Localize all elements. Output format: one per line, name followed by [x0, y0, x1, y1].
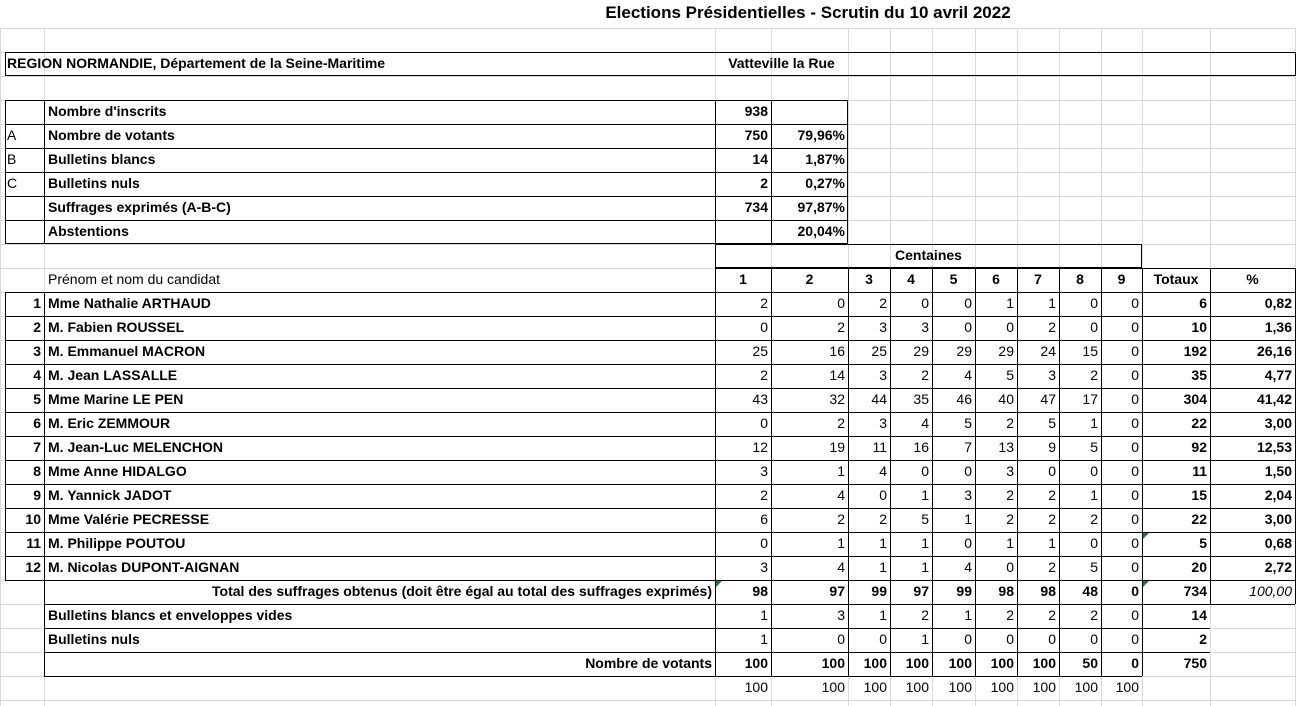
blancs-cell[interactable]: 2 — [1090, 607, 1098, 623]
nuls-cell[interactable]: 0 — [837, 631, 845, 647]
nuls-cell[interactable]: 1 — [760, 631, 768, 647]
vote-count-cell[interactable]: 0 — [1131, 535, 1139, 551]
summary-letter[interactable]: B — [7, 151, 17, 167]
table-row-line — [5, 340, 1295, 341]
total-suffrages-cell[interactable]: 98 — [998, 583, 1014, 599]
candidate-percent[interactable]: 3,00 — [1264, 415, 1292, 431]
candidate-total[interactable]: 20 — [1191, 559, 1207, 575]
summary-label[interactable]: Abstentions — [48, 223, 129, 239]
vote-count-cell[interactable]: 0 — [1131, 319, 1139, 335]
candidate-number[interactable]: 2 — [33, 319, 41, 335]
vote-count-cell[interactable]: 0 — [760, 319, 768, 335]
vote-count-cell[interactable]: 2 — [1006, 415, 1014, 431]
vote-count-cell[interactable]: 2 — [879, 511, 887, 527]
vote-count-cell[interactable]: 0 — [760, 415, 768, 431]
check-cell[interactable]: 100 — [1074, 679, 1098, 695]
check-cell[interactable]: 100 — [863, 679, 887, 695]
vote-count-cell[interactable]: 19 — [829, 439, 845, 455]
table-col-line — [1017, 268, 1018, 676]
candidate-number[interactable]: 1 — [33, 295, 41, 311]
vote-count-cell[interactable]: 2 — [1048, 511, 1056, 527]
blancs-cell[interactable]: 2 — [1006, 607, 1014, 623]
vote-count-cell[interactable]: 9 — [1048, 439, 1056, 455]
vote-count-cell[interactable]: 3 — [1048, 367, 1056, 383]
vote-count-cell[interactable]: 13 — [998, 439, 1014, 455]
candidate-total[interactable]: 22 — [1191, 415, 1207, 431]
centaine-column-header[interactable]: 9 — [1117, 271, 1126, 287]
summary-col-line — [44, 100, 45, 244]
gridline — [0, 700, 1295, 701]
candidate-name[interactable]: M. Nicolas DUPONT-AIGNAN — [48, 559, 240, 575]
vote-count-cell[interactable]: 29 — [913, 343, 929, 359]
candidate-total[interactable]: 35 — [1191, 367, 1207, 383]
votants-cell[interactable]: 100 — [905, 655, 929, 671]
blancs-cell[interactable]: 1 — [879, 607, 887, 623]
votants-label[interactable]: Nombre de votants — [585, 655, 712, 671]
table-row-line — [5, 412, 1295, 413]
table-col-line — [1142, 268, 1143, 676]
centaine-column-header[interactable]: 4 — [907, 271, 915, 287]
total-suffrages-cell[interactable]: 99 — [871, 583, 887, 599]
candidate-name[interactable]: M. Philippe POUTOU — [48, 535, 186, 551]
candidate-number[interactable]: 6 — [33, 415, 41, 431]
summary-label[interactable]: Suffrages exprimés (A-B-C) — [48, 199, 231, 215]
check-cell[interactable]: 100 — [821, 679, 845, 695]
table-row-line — [44, 604, 1295, 605]
blancs-total[interactable]: 14 — [1191, 607, 1207, 623]
check-cell[interactable]: 100 — [990, 679, 1014, 695]
total-suffrages-total[interactable]: 734 — [1183, 583, 1207, 599]
table-row-line — [5, 556, 1295, 557]
vote-count-cell[interactable]: 2 — [1090, 367, 1098, 383]
candidate-percent[interactable]: 1,50 — [1264, 463, 1292, 479]
vote-count-cell[interactable]: 1 — [921, 535, 929, 551]
nuls-cell[interactable]: 0 — [1131, 631, 1139, 647]
vote-count-cell[interactable]: 43 — [752, 391, 768, 407]
summary-row-line — [5, 148, 848, 149]
candidate-number[interactable]: 10 — [25, 511, 41, 527]
candidate-name[interactable]: M. Fabien ROUSSEL — [48, 319, 185, 335]
blancs-cell[interactable]: 0 — [1131, 607, 1139, 623]
total-suffrages-cell[interactable]: 48 — [1082, 583, 1098, 599]
check-cell[interactable]: 100 — [948, 679, 972, 695]
summary-value[interactable]: 14 — [752, 151, 768, 167]
summary-letter[interactable] — [4, 196, 44, 220]
candidate-name[interactable]: M. Jean-Luc MELENCHON — [48, 439, 224, 455]
table-row-line — [44, 676, 1142, 677]
blancs-cell[interactable]: 1 — [964, 607, 972, 623]
summary-label[interactable]: Nombre de votants — [48, 127, 175, 143]
summary-label[interactable]: Nombre d'inscrits — [48, 103, 167, 119]
summary-percent[interactable] — [771, 100, 848, 124]
vote-count-cell[interactable]: 3 — [879, 415, 887, 431]
nuls-cell[interactable]: 0 — [1090, 631, 1098, 647]
vote-count-cell[interactable]: 0 — [964, 535, 972, 551]
vote-count-cell[interactable]: 1 — [921, 487, 929, 503]
summary-percent[interactable]: 0,27% — [805, 175, 845, 191]
vote-count-cell[interactable]: 5 — [1006, 367, 1014, 383]
vote-count-cell[interactable]: 2 — [837, 511, 845, 527]
votants-cell[interactable]: 100 — [948, 655, 972, 671]
candidate-name[interactable]: Mme Nathalie ARTHAUD — [48, 295, 211, 311]
summary-value[interactable]: 750 — [744, 127, 768, 143]
cell-warning-indicator — [1143, 581, 1149, 587]
table-row-line — [5, 460, 1295, 461]
vote-count-cell[interactable]: 25 — [752, 343, 768, 359]
vote-count-cell[interactable]: 14 — [829, 367, 845, 383]
candidate-percent[interactable]: 41,42 — [1256, 391, 1292, 407]
candidate-number[interactable]: 5 — [33, 391, 41, 407]
table-row-line — [5, 436, 1295, 437]
summary-col-line — [715, 100, 716, 244]
vote-count-cell[interactable]: 1 — [837, 463, 845, 479]
centaine-column-header[interactable]: 8 — [1076, 271, 1084, 287]
centaine-column-header[interactable]: 7 — [1034, 271, 1042, 287]
vote-count-cell[interactable]: 4 — [964, 367, 972, 383]
vote-count-cell[interactable]: 2 — [1048, 319, 1056, 335]
vote-count-cell[interactable]: 4 — [837, 559, 845, 575]
total-suffrages-cell[interactable]: 97 — [829, 583, 845, 599]
nuls-label[interactable]: Bulletins nuls — [48, 631, 140, 647]
vote-count-cell[interactable]: 2 — [1048, 559, 1056, 575]
vote-count-cell[interactable]: 2 — [837, 319, 845, 335]
summary-label[interactable]: Bulletins blancs — [48, 151, 156, 167]
votants-cell[interactable]: 0 — [1131, 655, 1139, 671]
centaine-column-header[interactable]: 6 — [992, 271, 1000, 287]
vote-count-cell[interactable]: 0 — [964, 319, 972, 335]
candidate-total[interactable]: 6 — [1199, 295, 1207, 311]
candidate-number[interactable]: 12 — [25, 559, 41, 575]
vote-count-cell[interactable]: 0 — [1131, 511, 1139, 527]
vote-count-cell[interactable]: 17 — [1082, 391, 1098, 407]
centaine-column-header[interactable]: 3 — [865, 271, 873, 287]
table-col-line — [715, 268, 716, 676]
votants-cell[interactable]: 100 — [990, 655, 1014, 671]
vote-count-cell[interactable]: 0 — [1131, 415, 1139, 431]
vote-count-cell[interactable]: 0 — [1006, 319, 1014, 335]
nuls-cell[interactable]: 0 — [1048, 631, 1056, 647]
votants-cell[interactable]: 100 — [1032, 655, 1056, 671]
summary-percent[interactable]: 1,87% — [805, 151, 845, 167]
candidate-name[interactable]: Mme Valérie PECRESSE — [48, 511, 210, 527]
vote-count-cell[interactable]: 4 — [837, 487, 845, 503]
vote-count-cell[interactable]: 4 — [879, 463, 887, 479]
vote-count-cell[interactable]: 15 — [1082, 343, 1098, 359]
candidate-number[interactable]: 3 — [33, 343, 41, 359]
vote-count-cell[interactable]: 6 — [760, 511, 768, 527]
totaux-header[interactable]: Totaux — [1153, 271, 1199, 287]
votants-cell[interactable]: 100 — [821, 655, 845, 671]
nuls-cell[interactable]: 0 — [879, 631, 887, 647]
nuls-cell[interactable]: 0 — [964, 631, 972, 647]
summary-value[interactable]: 938 — [744, 103, 768, 119]
vote-count-cell[interactable]: 4 — [921, 415, 929, 431]
candidate-percent[interactable]: 12,53 — [1256, 439, 1292, 455]
gridline — [0, 28, 1295, 29]
vote-count-cell[interactable]: 1 — [1006, 535, 1014, 551]
candidate-number[interactable]: 4 — [33, 367, 41, 383]
summary-percent[interactable]: 97,87% — [797, 199, 845, 215]
vote-count-cell[interactable]: 0 — [1131, 487, 1139, 503]
candidate-total[interactable]: 92 — [1191, 439, 1207, 455]
total-suffrages-percent[interactable]: 100,00 — [1249, 583, 1292, 599]
candidate-name[interactable]: Mme Anne HIDALGO — [48, 463, 187, 479]
table-row-line — [5, 508, 1295, 509]
vote-count-cell[interactable]: 3 — [964, 487, 972, 503]
total-suffrages-cell[interactable]: 99 — [956, 583, 972, 599]
vote-count-cell[interactable]: 2 — [921, 367, 929, 383]
vote-count-cell[interactable]: 0 — [1131, 463, 1139, 479]
vote-count-cell[interactable]: 0 — [837, 295, 845, 311]
total-suffrages-label[interactable]: Total des suffrages obtenus (doit être égal au total des suffrages exprimés) — [212, 583, 712, 599]
table-row-line — [44, 628, 1210, 629]
total-suffrages-cell[interactable]: 97 — [913, 583, 929, 599]
votants-cell[interactable]: 50 — [1082, 655, 1098, 671]
table-col-line — [848, 268, 849, 676]
vote-count-cell[interactable]: 0 — [1090, 295, 1098, 311]
vote-count-cell[interactable]: 11 — [872, 439, 887, 455]
vote-count-cell[interactable]: 2 — [1090, 511, 1098, 527]
blancs-cell[interactable]: 3 — [837, 607, 845, 623]
votants-cell[interactable]: 100 — [744, 655, 768, 671]
summary-row-line — [5, 220, 848, 221]
vote-count-cell[interactable]: 0 — [1131, 391, 1139, 407]
summary-row-line — [5, 196, 848, 197]
table-row-line — [44, 652, 1210, 653]
check-cell[interactable]: 100 — [1032, 679, 1056, 695]
vote-count-cell[interactable]: 0 — [1090, 535, 1098, 551]
summary-letter[interactable] — [4, 100, 44, 124]
vote-count-cell[interactable]: 2 — [760, 487, 768, 503]
vote-count-cell[interactable]: 0 — [1090, 319, 1098, 335]
vote-count-cell[interactable]: 1 — [921, 559, 929, 575]
centaine-column-header[interactable]: 5 — [949, 271, 958, 287]
total-suffrages-cell[interactable]: 0 — [1131, 583, 1139, 599]
vote-count-cell[interactable]: 5 — [1048, 415, 1056, 431]
cell-warning-indicator — [716, 581, 722, 587]
vote-count-cell[interactable]: 25 — [871, 343, 887, 359]
total-suffrages-cell[interactable]: 98 — [1040, 583, 1056, 599]
vote-count-cell[interactable]: 4 — [964, 559, 972, 575]
summary-letter[interactable]: A — [7, 127, 17, 143]
candidate-total[interactable]: 304 — [1183, 391, 1207, 407]
candidate-name[interactable]: M. Eric ZEMMOUR — [48, 415, 171, 431]
vote-count-cell[interactable]: 29 — [998, 343, 1014, 359]
vote-count-cell[interactable]: 0 — [1006, 559, 1014, 575]
vote-count-cell[interactable]: 16 — [913, 439, 929, 455]
vote-count-cell[interactable]: 0 — [879, 487, 887, 503]
vote-count-cell[interactable]: 3 — [879, 367, 887, 383]
centaine-column-header[interactable]: 2 — [805, 271, 814, 287]
candidate-percent[interactable]: 1,36 — [1264, 319, 1292, 335]
summary-label[interactable]: Bulletins nuls — [48, 175, 140, 191]
vote-count-cell[interactable]: 3 — [1006, 463, 1014, 479]
vote-count-cell[interactable]: 0 — [1131, 343, 1139, 359]
candidate-total[interactable]: 15 — [1191, 487, 1207, 503]
table-col-line — [771, 268, 772, 676]
vote-count-cell[interactable]: 0 — [1090, 463, 1098, 479]
candidate-name[interactable]: M. Emmanuel MACRON — [48, 343, 206, 359]
candidate-name[interactable]: M. Jean LASSALLE — [48, 367, 178, 383]
vote-count-cell[interactable]: 1 — [1090, 415, 1098, 431]
table-row-line — [5, 484, 1295, 485]
blancs-cell[interactable]: 2 — [921, 607, 929, 623]
summary-percent[interactable]: 79,96% — [797, 127, 845, 143]
vote-count-cell[interactable]: 40 — [998, 391, 1014, 407]
candidate-total[interactable]: 192 — [1183, 343, 1207, 359]
vote-count-cell[interactable]: 16 — [829, 343, 845, 359]
summary-value[interactable] — [715, 220, 771, 244]
candidate-total[interactable]: 10 — [1191, 319, 1207, 335]
summary-percent[interactable]: 20,04% — [797, 223, 845, 239]
centaine-column-header[interactable]: 1 — [739, 271, 747, 287]
table-row-line — [715, 268, 1295, 269]
cell-warning-indicator — [1143, 533, 1149, 539]
candidate-total[interactable]: 11 — [1192, 463, 1207, 479]
candidate-number[interactable]: 8 — [33, 463, 41, 479]
gridline — [0, 76, 1295, 77]
vote-count-cell[interactable]: 0 — [1131, 439, 1139, 455]
vote-count-cell[interactable]: 3 — [760, 463, 768, 479]
check-cell[interactable]: 100 — [1115, 679, 1139, 695]
vote-count-cell[interactable]: 0 — [1131, 295, 1139, 311]
vote-count-cell[interactable]: 0 — [1131, 367, 1139, 383]
candidate-percent[interactable]: 2,04 — [1264, 487, 1292, 503]
vote-count-cell[interactable]: 2 — [1006, 511, 1014, 527]
candidate-percent[interactable]: 3,00 — [1264, 511, 1292, 527]
vote-count-cell[interactable]: 1 — [1006, 295, 1014, 311]
vote-count-cell[interactable]: 24 — [1040, 343, 1056, 359]
vote-count-cell[interactable]: 44 — [871, 391, 887, 407]
summary-value[interactable]: 2 — [760, 175, 768, 191]
vote-count-cell[interactable]: 0 — [921, 295, 929, 311]
table-row-line — [5, 532, 1295, 533]
nuls-cell[interactable]: 0 — [1006, 631, 1014, 647]
vote-count-cell[interactable]: 29 — [956, 343, 972, 359]
check-cell[interactable]: 100 — [744, 679, 768, 695]
vote-count-cell[interactable]: 5 — [921, 511, 929, 527]
vote-count-cell[interactable]: 0 — [964, 463, 972, 479]
vote-count-cell[interactable]: 1 — [964, 511, 972, 527]
table-row-line — [5, 316, 1295, 317]
vote-count-cell[interactable]: 1 — [879, 559, 887, 575]
vote-count-cell[interactable]: 32 — [829, 391, 845, 407]
blancs-label[interactable]: Bulletins blancs et enveloppes vides — [48, 607, 293, 623]
table-row-line — [5, 388, 1295, 389]
table-col-line — [932, 268, 933, 676]
candidate-total[interactable]: 5 — [1199, 535, 1207, 551]
sheet-title[interactable]: Elections Présidentielles - Scrutin du 10 avril 2022 — [605, 3, 1011, 22]
summary-value[interactable]: 734 — [744, 199, 768, 215]
blancs-cell[interactable]: 1 — [760, 607, 768, 623]
vote-count-cell[interactable]: 0 — [760, 535, 768, 551]
vote-count-cell[interactable]: 5 — [964, 415, 972, 431]
candidate-total[interactable]: 22 — [1191, 511, 1207, 527]
vote-count-cell[interactable]: 2 — [760, 367, 768, 383]
table-row-line — [5, 580, 1295, 581]
table-col-line — [1101, 268, 1102, 676]
percent-header[interactable]: % — [1246, 271, 1259, 287]
candidate-number[interactable]: 7 — [33, 439, 41, 455]
vote-count-cell[interactable]: 46 — [956, 391, 972, 407]
vote-count-cell[interactable]: 0 — [964, 295, 972, 311]
vote-count-cell[interactable]: 35 — [913, 391, 929, 407]
vote-count-cell[interactable]: 2 — [837, 415, 845, 431]
candidate-percent[interactable]: 0,68 — [1264, 535, 1292, 551]
table-col-line — [1059, 268, 1060, 676]
vote-count-cell[interactable]: 0 — [1048, 463, 1056, 479]
summary-letter[interactable]: C — [7, 175, 18, 191]
nuls-total[interactable]: 2 — [1199, 631, 1207, 647]
vote-count-cell[interactable]: 7 — [964, 439, 972, 455]
commune-name[interactable]: Vatteville la Rue — [728, 55, 835, 71]
centaines-header[interactable]: Centaines — [895, 247, 962, 263]
summary-col-line — [771, 100, 772, 244]
candidate-percent[interactable]: 4,77 — [1264, 367, 1292, 383]
vote-count-cell[interactable]: 1 — [1090, 487, 1098, 503]
vote-count-cell[interactable]: 3 — [921, 319, 929, 335]
candidate-percent[interactable]: 26,16 — [1256, 343, 1292, 359]
vote-count-cell[interactable]: 1 — [1048, 535, 1056, 551]
vote-count-cell[interactable]: 2 — [760, 295, 768, 311]
table-row-line — [5, 292, 1295, 293]
votants-cell[interactable]: 100 — [863, 655, 887, 671]
vote-count-cell[interactable]: 2 — [1006, 487, 1014, 503]
blancs-cell[interactable]: 2 — [1048, 607, 1056, 623]
vote-count-cell[interactable]: 2 — [879, 295, 887, 311]
vote-count-cell[interactable]: 5 — [1090, 439, 1098, 455]
candidate-name[interactable]: Mme Marine LE PEN — [48, 391, 184, 407]
summary-letter[interactable] — [4, 220, 44, 244]
vote-count-cell[interactable]: 1 — [837, 535, 845, 551]
candidate-percent[interactable]: 0,82 — [1264, 295, 1292, 311]
total-suffrages-cell[interactable]: 98 — [752, 583, 768, 599]
vote-count-cell[interactable]: 47 — [1040, 391, 1056, 407]
summary-row-line — [5, 172, 848, 173]
candidate-name[interactable]: M. Yannick JADOT — [48, 487, 172, 503]
vote-count-cell[interactable]: 12 — [752, 439, 768, 455]
vote-count-cell[interactable]: 0 — [1131, 559, 1139, 575]
check-cell[interactable]: 100 — [905, 679, 929, 695]
summary-row-line — [5, 124, 848, 125]
candidate-number[interactable]: 9 — [33, 487, 41, 503]
candidate-percent[interactable]: 2,72 — [1264, 559, 1292, 575]
region-label[interactable]: REGION NORMANDIE, Département de la Seine-Maritime — [7, 55, 386, 71]
table-row-line — [5, 364, 1295, 365]
vote-count-cell[interactable]: 5 — [1090, 559, 1098, 575]
table-col-line — [890, 268, 891, 676]
vote-count-cell[interactable]: 2 — [1048, 487, 1056, 503]
vote-count-cell[interactable]: 3 — [879, 319, 887, 335]
vote-count-cell[interactable]: 0 — [921, 463, 929, 479]
table-col-line — [975, 268, 976, 676]
candidate-number[interactable]: 11 — [26, 535, 41, 551]
vote-count-cell[interactable]: 1 — [1048, 295, 1056, 311]
candidate-column-header[interactable]: Prénom et nom du candidat — [48, 271, 220, 287]
nuls-cell[interactable]: 1 — [921, 631, 929, 647]
votants-total[interactable]: 750 — [1183, 655, 1207, 671]
vote-count-cell[interactable]: 1 — [879, 535, 887, 551]
vote-count-cell[interactable]: 3 — [760, 559, 768, 575]
